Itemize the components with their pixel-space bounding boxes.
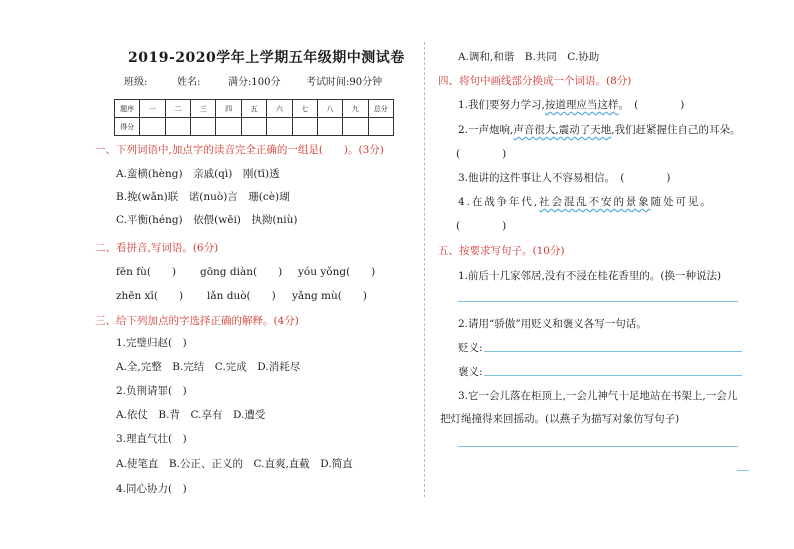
answer-line-short[interactable]	[737, 470, 749, 471]
s4-q2-blank[interactable]: ( )	[456, 148, 507, 160]
score-cell[interactable]	[317, 118, 342, 136]
s4-q4	[458, 194, 713, 209]
s4-q2-underlined: 声音很大,震动了天地	[513, 124, 612, 136]
score-cell[interactable]	[267, 118, 292, 136]
s4-q1-post: 。 ( )	[618, 99, 685, 111]
score-header: 二	[165, 100, 190, 118]
score-cell[interactable]	[140, 118, 165, 136]
section-5-title: 五、按要求写句子。(10分)	[438, 245, 565, 257]
section-4-title: 四、将句中画线部分换成一个词语。(8分)	[438, 75, 632, 87]
s3-item: 1.完璧归赵( )	[116, 337, 187, 349]
answer-line-derogatory[interactable]	[484, 351, 742, 352]
score-header: 七	[292, 100, 317, 118]
score-header: 题序	[115, 100, 140, 118]
s4-q2	[458, 122, 741, 137]
score-cell[interactable]	[292, 118, 317, 136]
s3-item: 3.理直气壮( )	[116, 433, 187, 445]
s3-item: A.依仗 B.背 C.享有 D.遭受	[116, 409, 266, 421]
score-cell[interactable]	[165, 118, 190, 136]
score-table	[114, 99, 394, 136]
s3-item: A.使笔直 B.公正、正义的 C.直爽,直截 D.简直	[116, 458, 353, 470]
s5-q3-line1: 3.它一会儿落在柜顶上,一会儿神气十足地站在书架上,一会儿	[458, 390, 738, 402]
page-title: 2019-2020学年上学期五年级期中测试卷	[128, 50, 405, 66]
s3-item: 2.负荆请罪( )	[116, 385, 187, 397]
answer-line[interactable]	[458, 446, 738, 447]
section-2-title: 二、看拼音,写词语。(6分)	[95, 242, 219, 254]
score-header: 总分	[368, 100, 393, 118]
pinyin-3: yóu yǒng( )	[298, 266, 376, 278]
score-cell[interactable]	[241, 118, 266, 136]
score-header: 四	[216, 100, 241, 118]
s3-tail-options: A.调和,和谐 B.共同 C.协助	[458, 51, 600, 63]
s5-q2: 2.请用“骄傲”用贬义和褒义各写一句话。	[458, 318, 647, 330]
pinyin-2: gōng diàn( )	[200, 266, 283, 278]
s4-q1	[458, 97, 684, 112]
info-score: 满分:100分	[228, 77, 281, 88]
score-header: 八	[317, 100, 342, 118]
score-cell[interactable]	[343, 118, 368, 136]
s3-item: A.全,完整 B.完结 C.完成 D.消耗尽	[116, 361, 301, 373]
s4-q2-pre: 2.一声炮响,	[458, 124, 514, 136]
score-cell[interactable]	[368, 118, 393, 136]
section-1-title: 一、下列词语中,加点字的读音完全正确的一组是( )。(3分)	[95, 144, 384, 156]
score-header: 一	[140, 100, 165, 118]
pinyin-6: yǎng mù( )	[292, 290, 367, 302]
s4-q3: 3.他讲的这件事让人不容易相信。 ( )	[458, 172, 671, 184]
info-class: 班级:	[124, 77, 148, 88]
s5-q2-derogatory-label: 贬义:	[458, 342, 483, 354]
info-time: 考试时间:90分钟	[306, 77, 383, 88]
s5-q3-line2: 把灯绳撞得来回摇动。(以燕子为描写对象仿写句子)	[440, 413, 680, 425]
score-cell[interactable]	[191, 118, 216, 136]
score-header: 九	[343, 100, 368, 118]
info-name: 姓名:	[177, 77, 201, 88]
s4-q4-underlined: 社会混乱不安的景象	[539, 196, 651, 208]
score-cell[interactable]	[216, 118, 241, 136]
s4-q4-blank[interactable]: ( )	[456, 220, 507, 232]
s1-option-c: C.平衡(héng) 依偎(wēi) 执拗(niù)	[116, 214, 298, 226]
pinyin-4: zhēn xī( )	[116, 290, 184, 302]
score-header: 六	[267, 100, 292, 118]
score-table-header-row	[115, 100, 394, 118]
answer-line[interactable]	[458, 301, 738, 302]
column-divider	[424, 42, 425, 497]
s3-item: 4.同心协力( )	[116, 483, 187, 495]
score-row-label: 得分	[115, 118, 140, 136]
s4-q2-post: ,我们赶紧握住自己的耳朵。	[611, 124, 741, 136]
score-header: 五	[241, 100, 266, 118]
s4-q4-pre: 4.在战争年代,	[458, 196, 540, 208]
answer-line-commendatory[interactable]	[484, 375, 742, 376]
s4-q1-underlined: 按道理应当这样	[544, 99, 619, 111]
s1-option-b: B.挽(wǎn)联 诺(nuò)言 珊(cè)瑚	[116, 191, 290, 203]
pinyin-5: lǎn duò( )	[207, 290, 276, 302]
score-header: 三	[191, 100, 216, 118]
s1-option-a: A.蛮横(hèng) 亲戚(qì) 刚(tī)透	[116, 168, 280, 180]
s4-q4-post: 随处可见。	[650, 196, 713, 208]
score-table-score-row	[115, 118, 394, 136]
s4-q1-pre: 1.我们要努力学习,	[458, 99, 545, 111]
pinyin-1: fēn fù( )	[116, 266, 177, 278]
section-3-title: 三、给下列加点的字选择正确的解释。(4分)	[95, 315, 299, 327]
s5-q1: 1.前后十几家邻居,没有不浸在桂花香里的。(换一种说法)	[458, 270, 722, 282]
s5-q2-commendatory-label: 褒义:	[458, 366, 483, 378]
